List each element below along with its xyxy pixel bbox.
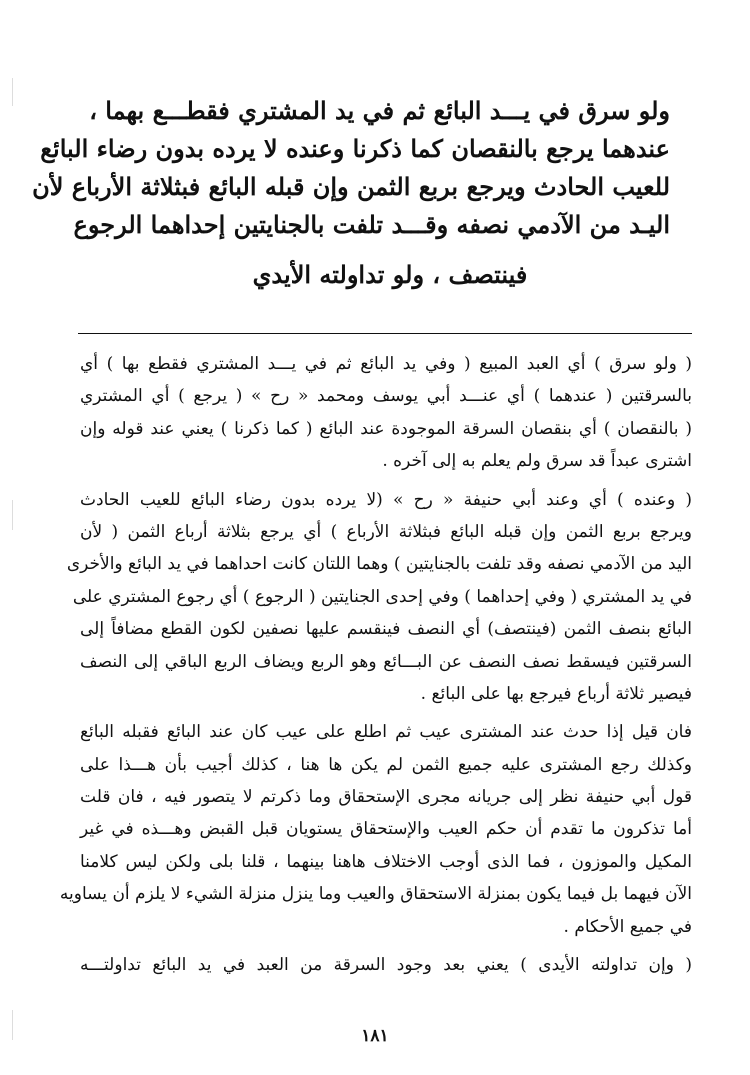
- commentary-paragraph: [66, 484, 692, 711]
- matn-line: ولو سرق في يـــد البائع ثم في يد المشتري فقطـــع بهما ،: [89, 96, 670, 125]
- commentary-paragraph: [80, 949, 692, 981]
- commentary-line: السرقتين فيسقط نصف النصف عن البـــائع وهو الربع ويضاف الربع الباقي إلى النصف: [80, 651, 692, 672]
- commentary-block: [59, 348, 692, 987]
- commentary-line: في يد المشتري ( وفي إحداهما ) وفي إحدى الجنايتين ( الرجوع ) أي رجوع المشتري على: [72, 586, 692, 607]
- scan-edge-mark: [12, 500, 13, 530]
- matn-line: عندهما يرجع بالنقصان كما ذكرنا وعنده لا يرده بدون رضاء البائع: [40, 134, 670, 163]
- commentary-line: فان قيل إذا حدث عند المشترى عيب ثم اطلع على عيب كان عند البائع فقبله البائع: [80, 722, 692, 743]
- commentary-line: الآن فيهما بل فيما يكون بمنزلة الاستحقاق والعيب وما ينزل منزلة الشيء لا يلزم أن يساويه: [59, 884, 692, 905]
- commentary-line: اليد من الآدمي نصفه وقد تلفت بالجنايتين ) وهما اللتان كانت احداهما في يد البائع والأخرى: [66, 554, 692, 575]
- commentary-line: أما تذكرون ما تقدم أن حكم العيب والإستحقاق يستويان قبل القبض وهـــذه في غير: [80, 819, 692, 840]
- commentary-line: في جميع الأحكام .: [563, 916, 692, 937]
- matn-line: للعيب الحادث ويرجع بربع الثمن وإن قبله البائع فبثلاثة الأرباع لأن: [32, 172, 670, 201]
- matn-line: اليـد من الآدمي نصفه وقـــد تلفت بالجنايتين إحداهما الرجوع: [73, 210, 670, 239]
- commentary-line: قول أبي حنيفة نظر إلى جريانه مجرى الإستحقاق وما ذكرتم لا يتصور فيه ، فان قلت: [80, 787, 692, 808]
- commentary-line: ( وعنده ) أي وعند أبي حنيفة « رح » (لا يرده بدون رضاء البائع للعيب الحادث: [80, 489, 692, 510]
- commentary-line: البائع بنصف الثمن (فينتصف) أي النصف فينقسم عليها نصفين لكون القطع مضافاً إلى: [80, 619, 692, 640]
- page-number: ١٨١: [361, 1026, 389, 1046]
- matn-text-block: [32, 92, 670, 294]
- commentary-paragraph: [59, 716, 692, 943]
- commentary-line: اشترى عبداً قد سرق ولم يعلم به إلى آخره .: [382, 451, 692, 472]
- commentary-line: فيصير ثلاثة أرباع فيرجع بها على البائع .: [420, 683, 692, 704]
- commentary-paragraph: [80, 348, 692, 478]
- commentary-line: ويرجع بربع الثمن وإن قبله البائع فبثلاثة الأرباع ) أي يرجع بثلاثة أرباع الثمن ( لأن: [80, 521, 692, 542]
- commentary-line: المكيل والموزون ، فما الذى أوجب الاختلاف هاهنا بينهما ، قلنا بلى ولكن ليس كلامنا: [80, 851, 692, 872]
- commentary-line: ( بالنقصان ) أي بنقصان السرقة الموجودة عند البائع ( كما ذكرنا ) يعني عند قوله وإن: [80, 418, 692, 439]
- separator-rule: [78, 333, 692, 334]
- scan-edge-mark: [12, 78, 13, 106]
- commentary-line: وكذلك رجع المشترى عليه جميع الثمن لم يكن ها هنا ، كذلك أجيب بأن هـــذا على: [80, 754, 692, 775]
- matn-line: فينتصف ، ولو تداولته الأيدي: [252, 260, 528, 289]
- commentary-line: بالسرقتين ( عندهما ) أي عنـــد أبي يوسف ومحمد « رح » ( يرجع ) أي المشتري: [80, 386, 692, 407]
- commentary-line: ( ولو سرق ) أي العبد المبيع ( وفي يد البائع ثم في يـــد المشتري فقطع بها ) أي: [80, 354, 692, 374]
- commentary-line: ( وإن تداولته الأيدى ) يعني بعد وجود السرقة من العبد في يد البائع تداولتـــه: [80, 955, 692, 976]
